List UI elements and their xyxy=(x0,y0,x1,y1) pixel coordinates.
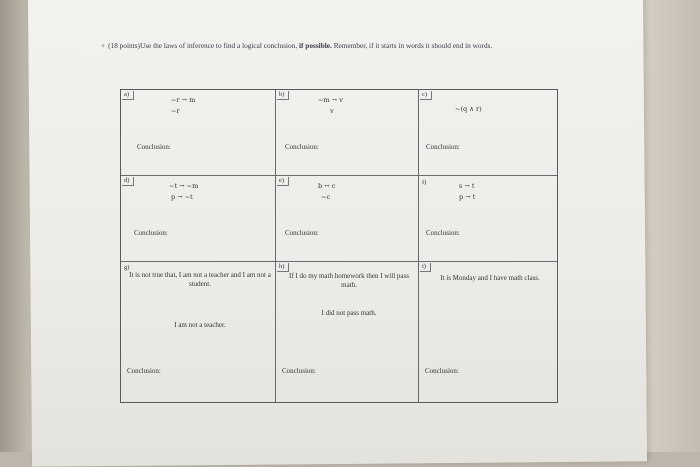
cell-a xyxy=(121,90,276,176)
cell-h-label: h) xyxy=(277,263,289,272)
cell-c xyxy=(419,90,557,176)
cell-f-premise-2: p → t xyxy=(459,193,476,201)
cell-d-premise-1: ~t → ~m xyxy=(169,182,199,190)
cell-b-conclusion-label: Conclusion: xyxy=(285,143,319,151)
cell-e xyxy=(276,176,419,262)
cell-b xyxy=(276,90,419,176)
cell-c-premise-1: ~(q ∧ r) xyxy=(455,105,482,113)
cell-a-label: a) xyxy=(122,91,134,100)
cell-a-premise-2: ~r xyxy=(171,107,180,115)
cell-d xyxy=(121,176,276,262)
cell-i xyxy=(419,262,557,402)
cell-d-conclusion-label: Conclusion: xyxy=(134,229,168,237)
cell-i-premise-1: It is Monday and I have math class. xyxy=(440,274,540,282)
cell-g-premise-2: I am not a teacher. xyxy=(174,321,226,329)
cell-e-premise-2: ~c xyxy=(321,193,331,201)
cell-h xyxy=(276,262,419,402)
cell-d-premise-2: p → ~t xyxy=(171,193,193,201)
cell-f-conclusion-label: Conclusion: xyxy=(426,229,460,237)
cell-f-label: f) xyxy=(422,179,427,186)
cell-a-premise-1: ~r → m xyxy=(171,96,196,104)
cell-g-conclusion-label: Conclusion: xyxy=(127,367,161,375)
question-tail: Remember, if it starts in words it should end in words. xyxy=(333,41,493,50)
question-text xyxy=(101,40,571,51)
cell-e-label: e) xyxy=(277,177,289,186)
cell-b-premise-2: v xyxy=(330,107,334,115)
cell-i-conclusion-label: Conclusion: xyxy=(425,367,459,375)
exercise-grid xyxy=(120,89,558,403)
cell-c-conclusion-label: Conclusion: xyxy=(426,143,460,151)
cell-g-premise-1: It is not true that, I am not a teacher and I am not a student. xyxy=(129,271,271,288)
cell-h-conclusion-label: Conclusion: xyxy=(282,367,316,375)
cell-e-conclusion-label: Conclusion: xyxy=(285,229,319,237)
cell-h-premise-2: I did not pass math. xyxy=(321,309,377,317)
cell-h-premise-1: If I do my math homework then I will pass math. xyxy=(289,272,409,289)
cell-d-label: d) xyxy=(122,177,134,186)
cell-g xyxy=(121,262,276,402)
cell-c-label: c) xyxy=(420,91,432,100)
question-bullet: + xyxy=(101,41,106,50)
cell-f xyxy=(419,176,557,262)
question-lead: (18 points)Use the laws of inference to find a logical conclusion, xyxy=(108,41,298,50)
cell-a-conclusion-label: Conclusion: xyxy=(137,143,171,151)
cell-b-premise-1: ~m → v xyxy=(318,96,343,104)
cell-f-premise-1: s → t xyxy=(459,182,475,190)
cell-g-label: g) xyxy=(124,264,130,271)
cell-e-premise-1: b ↔ c xyxy=(318,182,336,190)
cell-i-label: i) xyxy=(420,263,431,272)
cell-b-label: b) xyxy=(277,91,289,100)
question-emphasis: if possible. xyxy=(299,41,332,50)
